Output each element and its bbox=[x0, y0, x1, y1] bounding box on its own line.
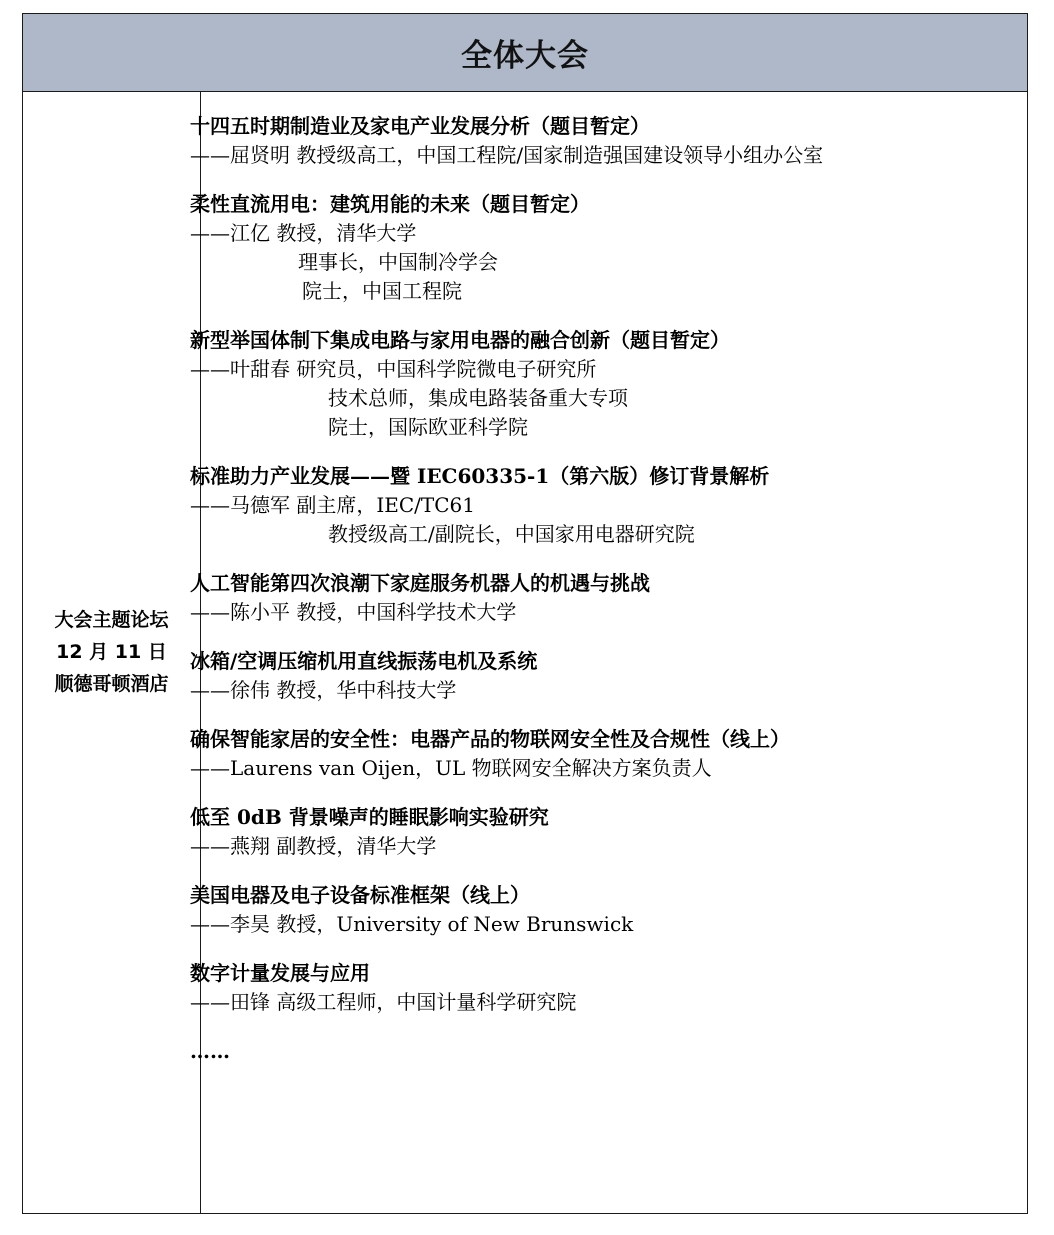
talk-title: 美国电器及电子设备标准框架（线上） bbox=[190, 883, 530, 907]
session-name: 大会主题论坛 bbox=[54, 609, 169, 631]
talk-title: 十四五时期制造业及家电产业发展分析（题目暂定） bbox=[190, 114, 650, 138]
talk-item bbox=[190, 803, 1048, 861]
speaker-line: ——江亿 教授，清华大学 bbox=[190, 221, 417, 245]
talk-item bbox=[190, 881, 1048, 939]
speaker-line: ——屈贤明 教授级高工，中国工程院/国家制造强国建设领导小组办公室 bbox=[190, 143, 824, 167]
talk-title: 标准助力产业发展——暨 IEC60335-1（第六版）修订背景解析 bbox=[190, 464, 770, 488]
talk-item bbox=[190, 569, 1048, 627]
talk-title: 确保智能家居的安全性：电器产品的物联网安全性及合规性（线上） bbox=[190, 727, 790, 751]
speaker-line: 教授级高工/副院长，中国家用电器研究院 bbox=[328, 522, 695, 546]
talk-item bbox=[190, 462, 1048, 549]
talk-item bbox=[190, 112, 1048, 170]
speaker-line: ——田锋 高级工程师，中国计量科学研究院 bbox=[190, 990, 577, 1014]
speaker-line: 技术总师，集成电路装备重大专项 bbox=[328, 386, 628, 410]
talk-title: 低至 0dB 背景噪声的睡眠影响实验研究 bbox=[190, 805, 549, 829]
talk-title: 数字计量发展与应用 bbox=[190, 961, 370, 985]
speaker-line: ——徐伟 教授，华中科技大学 bbox=[190, 678, 457, 702]
talk-item bbox=[190, 647, 1048, 705]
speaker-line: 理事长，中国制冷学会 bbox=[298, 250, 498, 274]
speaker-line: ——马德军 副主席，IEC/TC61 bbox=[190, 493, 475, 517]
talk-title: 人工智能第四次浪潮下家庭服务机器人的机遇与挑战 bbox=[190, 571, 650, 595]
talk-list bbox=[190, 112, 1048, 1066]
session-venue: 顺德哥顿酒店 bbox=[54, 673, 169, 695]
session-date: 12 月 11 日 bbox=[56, 641, 167, 663]
speaker-line: ——李昊 教授，University of New Brunswick bbox=[190, 912, 634, 936]
session-info-cell bbox=[23, 91, 201, 1213]
talk-title: 新型举国体制下集成电路与家用电器的融合创新（题目暂定） bbox=[190, 328, 730, 352]
talk-item bbox=[190, 725, 1048, 783]
speaker-line: ——陈小平 教授，中国科学技术大学 bbox=[190, 600, 517, 624]
talk-item bbox=[190, 190, 1048, 306]
table-header bbox=[23, 14, 1027, 92]
talk-title: 冰箱/空调压缩机用直线振荡电机及系统 bbox=[190, 649, 538, 673]
more-ellipsis: …… bbox=[190, 1039, 230, 1063]
header-title: 全体大会 bbox=[461, 38, 589, 74]
talk-item bbox=[190, 326, 1048, 442]
speaker-line: ——Laurens van Oijen，UL 物联网安全解决方案负责人 bbox=[190, 756, 712, 780]
talk-item bbox=[190, 959, 1048, 1017]
speaker-line: 院士，国际欧亚科学院 bbox=[328, 415, 528, 439]
talk-title: 柔性直流用电：建筑用能的未来（题目暂定） bbox=[190, 192, 590, 216]
speaker-line: ——叶甜春 研究员，中国科学院微电子研究所 bbox=[190, 357, 597, 381]
speaker-line: ——燕翔 副教授，清华大学 bbox=[190, 834, 437, 858]
speaker-line: 院士，中国工程院 bbox=[302, 279, 462, 303]
